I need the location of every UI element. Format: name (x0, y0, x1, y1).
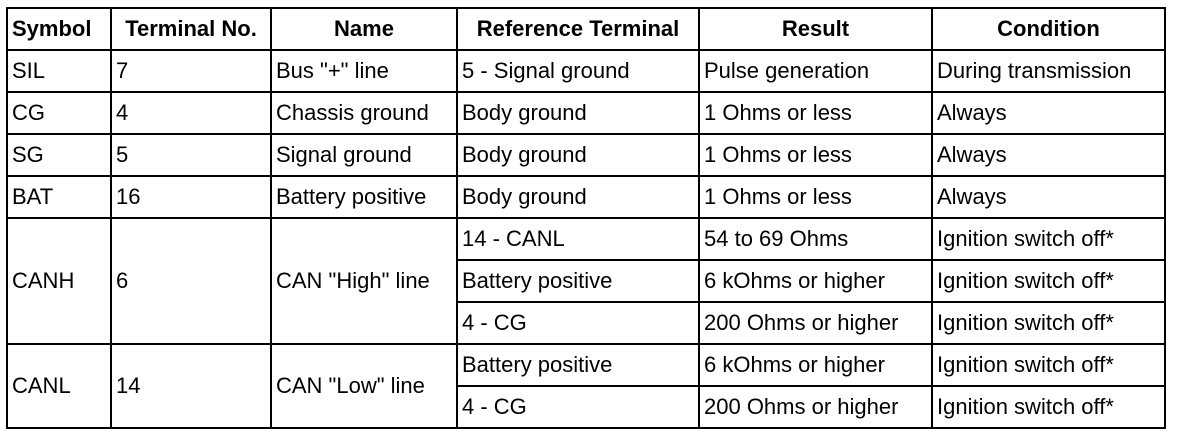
symbol-cell: CANH (7, 218, 111, 344)
header-name: Name (271, 8, 457, 50)
result-cell: Pulse generation (699, 50, 932, 92)
result-cell: 6 kOhms or higher (699, 260, 932, 302)
table-row (7, 218, 1165, 260)
name-cell: CAN "High" line (271, 218, 457, 344)
symbol-cell: BAT (7, 176, 111, 218)
symbol-cell: SG (7, 134, 111, 176)
result-cell: 6 kOhms or higher (699, 344, 932, 386)
reference-terminal-cell: Body ground (457, 134, 699, 176)
header-symbol: Symbol (7, 8, 111, 50)
terminal-no-cell: 4 (111, 92, 271, 134)
header-reference-terminal: Reference Terminal (457, 8, 699, 50)
condition-cell: Always (932, 134, 1165, 176)
terminal-no-cell: 7 (111, 50, 271, 92)
condition-cell: During transmission (932, 50, 1165, 92)
result-cell: 54 to 69 Ohms (699, 218, 932, 260)
name-cell: Battery positive (271, 176, 457, 218)
result-cell: 200 Ohms or higher (699, 386, 932, 428)
condition-cell: Always (932, 92, 1165, 134)
name-cell: Chassis ground (271, 92, 457, 134)
condition-cell: Ignition switch off* (932, 302, 1165, 344)
reference-terminal-cell: 14 - CANL (457, 218, 699, 260)
result-cell: 1 Ohms or less (699, 134, 932, 176)
table-row (7, 50, 1165, 92)
condition-cell: Ignition switch off* (932, 386, 1165, 428)
terminal-check-table (6, 7, 1166, 429)
terminal-no-cell: 14 (111, 344, 271, 428)
table-row (7, 134, 1165, 176)
reference-terminal-cell: 4 - CG (457, 302, 699, 344)
header-result: Result (699, 8, 932, 50)
table-row (7, 344, 1165, 386)
terminal-no-cell: 5 (111, 134, 271, 176)
table-row (7, 176, 1165, 218)
symbol-cell: CANL (7, 344, 111, 428)
reference-terminal-cell: Battery positive (457, 260, 699, 302)
header-terminal-no: Terminal No. (111, 8, 271, 50)
reference-terminal-cell: Body ground (457, 176, 699, 218)
reference-terminal-cell: 5 - Signal ground (457, 50, 699, 92)
name-cell: Signal ground (271, 134, 457, 176)
terminal-no-cell: 6 (111, 218, 271, 344)
terminal-no-cell: 16 (111, 176, 271, 218)
reference-terminal-cell: Body ground (457, 92, 699, 134)
header-row (7, 8, 1165, 50)
terminal-table-container (6, 7, 1166, 429)
condition-cell: Ignition switch off* (932, 218, 1165, 260)
header-condition: Condition (932, 8, 1165, 50)
condition-cell: Always (932, 176, 1165, 218)
result-cell: 1 Ohms or less (699, 92, 932, 134)
reference-terminal-cell: 4 - CG (457, 386, 699, 428)
name-cell: CAN "Low" line (271, 344, 457, 428)
reference-terminal-cell: Battery positive (457, 344, 699, 386)
condition-cell: Ignition switch off* (932, 344, 1165, 386)
symbol-cell: CG (7, 92, 111, 134)
name-cell: Bus "+" line (271, 50, 457, 92)
condition-cell: Ignition switch off* (932, 260, 1165, 302)
result-cell: 200 Ohms or higher (699, 302, 932, 344)
result-cell: 1 Ohms or less (699, 176, 932, 218)
table-row (7, 92, 1165, 134)
symbol-cell: SIL (7, 50, 111, 92)
